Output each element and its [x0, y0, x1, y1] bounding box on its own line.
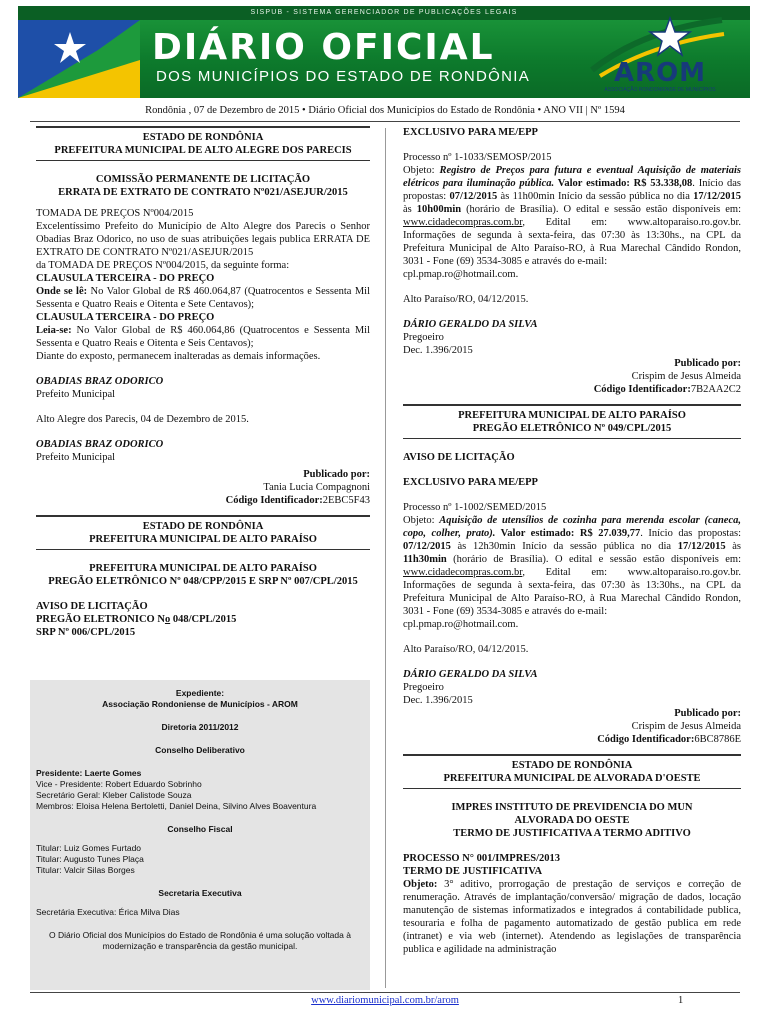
right-column	[403, 126, 741, 956]
footer-rule	[30, 992, 740, 993]
commission-title: COMISSÃO PERMANENTE DE LICITAÇÃO	[95, 174, 311, 185]
cidadecompras-link-2[interactable]: www.cidadecompras.com.br	[403, 567, 523, 578]
pregoeiro-name-2: DÁRIO GERALDO DA SILVA	[403, 669, 538, 680]
cidadecompras-link[interactable]: www.cidadecompras.com.br	[403, 217, 523, 228]
clause-heading-2: CLAUSULA TERCEIRA - DO PREÇO	[36, 312, 215, 323]
masthead-subtitle: DOS MUNICÍPIOS DO ESTADO DE RONDÔNIA	[156, 68, 531, 85]
section-state: ESTADO DE RONDÔNIA	[142, 132, 264, 143]
section-pregao-3: PREGÃO ELETRÔNICO Nº 049/CPL/2015	[472, 423, 672, 434]
errata-form-line: da TOMADA DE PREÇOS Nº004/2015, da seguinte forma:	[36, 260, 290, 271]
date-1: Alto Paraíso/RO, 04/12/2015.	[403, 294, 529, 305]
errata-title: ERRATA DE EXTRATO DE CONTRATO Nº021/ASEJUR/2015	[58, 187, 348, 198]
impres-title: IMPRES INSTITUTO DE PREVIDENCIA DO MUN ALVORADA DO OESTE	[451, 802, 693, 826]
place-date: Alto Alegre dos Parecis, 04 de Dezembro de 2015.	[36, 414, 249, 425]
presidente: Presidente: Laerte Gomes	[36, 768, 142, 778]
object-paragraph-1: Objeto: Registro de Preços para futura e eventual Aquisição de materiais elétricos para iluminação pública. Valor estimado: R$ 53.338,08. Início das propostas: 07/12/2015 às 11h00min Início da sessão pública no dia 17/12/2015 às 10h00min (horário de Brasília). O edital e sessão estão disponíveis em: www.cidadecompras.com.br, Edital em: www.altoparaiso.ro.gov.br. Informações de segunda à sexta-feira, das 07:30 às 13:30hs., na CPL da Prefeitura Municipal de Alto Paraíso-RO, à Rua Marechal Cândido Rondon, 3031 - Fone (69) 3534-3085 e através do e-mail:	[403, 165, 742, 267]
titular-1: Titular: Luiz Gomes Furtado	[36, 843, 142, 853]
process-number-2: Processo nº 1-1002/SEMED/2015	[403, 502, 547, 513]
edition-header: Rondônia , 07 de Dezembro de 2015 • Diário Oficial dos Municípios do Estado de Rondônia • ANO VII | Nº 1594	[145, 105, 625, 116]
titular-3: Titular: Valcir Silas Borges	[36, 865, 135, 875]
signature-name: OBADIAS BRAZ ODORICO	[36, 376, 164, 387]
identifier-code-3: Código Identificador:6BC8786E	[597, 734, 741, 745]
secretario-geral: Secretário Geral: Kleber Calistode Souza	[36, 790, 192, 800]
section-header-alto-paraiso	[36, 515, 370, 550]
section-header-alvorada	[403, 754, 741, 789]
identifier-code-2: Código Identificador:7B2AA2C2	[593, 384, 741, 395]
section-state-2: ESTADO DE RONDÔNIA	[142, 521, 264, 532]
exclusive-label-2: EXCLUSIVO PARA ME/EPP	[403, 477, 538, 488]
column-divider	[385, 128, 386, 988]
conselho-deliberativo: Conselho Deliberativo	[155, 745, 245, 755]
exclusive-label-1: EXCLUSIVO PARA ME/EPP	[403, 127, 538, 138]
secretaria-executiva-name: Secretária Executiva: Érica Milva Dias	[36, 907, 180, 917]
tomada-precos: TOMADA DE PREÇOS Nº004/2015	[36, 208, 194, 219]
section-header-alto-alegre	[36, 126, 370, 161]
masthead-title: DIÁRIO OFICIAL	[152, 27, 495, 68]
masthead-top-strip: SISPUB - SISTEMA GERENCIADOR DE PUBLICAÇÕES LEGAIS	[18, 6, 750, 20]
closing-statement: Diante do exposto, permanecem inalteradas as demais informações.	[36, 351, 321, 362]
pregoeiro-name-1: DÁRIO GERALDO DA SILVA	[403, 319, 538, 330]
date-2: Alto Paraíso/RO, 04/12/2015.	[403, 644, 529, 655]
email-2: cpl.pmap.ro@hotmail.com.	[403, 619, 519, 630]
termo-justificativa: TERMO DE JUSTIFICATIVA	[403, 866, 543, 877]
expediente-box	[30, 680, 370, 990]
published-by-label-2: Publicado por:	[674, 358, 741, 369]
pregao-prefeitura: PREFEITURA MUNICIPAL DE ALTO PARAÍSO	[89, 563, 317, 574]
signature-role: Prefeito Municipal	[36, 389, 116, 400]
membros: Membros: Eloisa Helena Bertoletti, Daniel Deina, Silvino Alves Boaventura	[36, 801, 317, 811]
published-by-label-3: Publicado por:	[674, 708, 741, 719]
identifier-code: Código Identificador:2EBC5F43	[225, 495, 370, 506]
section-prefeitura-2: PREFEITURA MUNICIPAL DE ALTO PARAÍSO	[89, 534, 317, 545]
pregao-title: PREGÃO ELETRÔNICO Nº 048/CPP/2015 E SRP Nº 007/CPL/2015	[48, 576, 358, 587]
secretaria-executiva: Secretaria Executiva	[158, 888, 242, 898]
pregoeiro-role-2: Pregoeiro	[403, 682, 444, 693]
aviso-licitacao: AVISO DE LICITAÇÃO	[36, 601, 148, 612]
decree-2: Dec. 1.396/2015	[403, 695, 473, 706]
diretoria: Diretoria 2011/2012	[161, 722, 239, 732]
decree-1: Dec. 1.396/2015	[403, 345, 473, 356]
footer-link[interactable]: www.diariomunicipal.com.br/arom	[311, 995, 459, 1006]
conselho-fiscal: Conselho Fiscal	[167, 824, 233, 834]
published-by-label: Publicado por:	[303, 469, 370, 480]
srp-number: SRP Nº 006/CPL/2015	[36, 627, 136, 638]
header-rule	[30, 121, 740, 122]
vice-presidente: Vice - Presidente: Robert Eduardo Sobrinho	[36, 779, 202, 789]
rondonia-flag-icon	[18, 20, 140, 98]
signature-name-2: OBADIAS BRAZ ODORICO	[36, 439, 164, 450]
section-state-4: ESTADO DE RONDÔNIA	[511, 760, 633, 771]
errata-paragraph: Excelentíssimo Prefeito do Município de Alto Alegre dos Parecis o Senhor Obadias Braz Odorico, no uso de suas atribuições legais publica ERRATA DE EXTRATO DE CONTRATO Nº021/ASEJUR/2015	[36, 221, 370, 258]
email-1: cpl.pmap.ro@hotmail.com.	[403, 269, 519, 280]
signature-role-2: Prefeito Municipal	[36, 452, 116, 463]
termo-title: TERMO DE JUSTIFICATIVA A TERMO ADITIVO	[453, 828, 691, 839]
clause-heading-1: CLAUSULA TERCEIRA - DO PREÇO	[36, 273, 215, 284]
publisher-name: Tania Lucia Compagnoni	[263, 482, 370, 493]
page-number: 1	[678, 995, 684, 1006]
about-text: O Diário Oficial dos Municípios do Estado de Rondônia é uma solução voltada à modernização e transparência da gestão municipal.	[49, 930, 351, 951]
onde-se-le: Onde se lê: No Valor Global de R$ 460.064,87 (Quatrocentos e Sessenta Mil Sessenta e Quatro Reais e Oitenta e Sete Centavos);	[36, 286, 370, 310]
pregoeiro-role-1: Pregoeiro	[403, 332, 444, 343]
pregao-number: PREGÃO ELETRONICO No 048/CPL/2015	[36, 614, 237, 625]
processo-impres: PROCESSO N° 001/IMPRES/2013	[403, 853, 561, 864]
publisher-name-2: Crispim de Jesus Almeida	[631, 371, 741, 382]
process-number-1: Processo nº 1-1033/SEMOSP/2015	[403, 152, 552, 163]
section-prefeitura: PREFEITURA MUNICIPAL DE ALTO ALEGRE DOS PARECIS	[54, 145, 352, 156]
arom-logo-subtext: ASSOCIAÇÃO RONDONIENSE DE MUNICÍPIOS	[604, 87, 716, 93]
section-prefeitura-4: PREFEITURA MUNICIPAL DE ALVORADA D'OESTE	[443, 773, 701, 784]
aviso-licitacao-2: AVISO DE LICITAÇÃO	[403, 452, 515, 463]
section-prefeitura-3: PREFEITURA MUNICIPAL DE ALTO PARAÍSO	[458, 410, 686, 421]
association-name: Associação Rondoniense de Municípios - AROM	[102, 699, 298, 709]
publisher-name-3: Crispim de Jesus Almeida	[631, 721, 741, 732]
left-column	[36, 126, 370, 639]
object-paragraph-2: Objeto: Aquisição de utensílios de cozinha para merenda escolar (caneca, copo, colher, prato). Valor estimado: R$ 27.039,77. Início das propostas: 07/12/2015 às 12h30min Início da sessão pública no dia 17/12/2015 às 11h30min (horário de Brasília). O edital e sessão estão disponíveis em: www.cidadecompras.com.br, Edital em: www.altoparaiso.ro.gov.br. Informações de segunda à sexta-feira, das 07:30 às 13:30hs., na CPL da Prefeitura Municipal de Alto Paraíso-RO, à Rua Marechal Cândido Rondon, 3031 - Fone (69) 3534-3085 e através do e-mail:	[403, 515, 742, 617]
impres-object: Objeto: 3° aditivo, prorrogação de prestação de serviços e correção de renumeração. Através de implantação/conversão/ migração de dados, locação manutenção de sistemas informatizados e integrados á contabilidade publica, tesouraria e folha de pagamento automatizado de gestão publica em rede (intranet) e via web (internet). Atendendo as legislações de transparência publica e agilidade na administração	[403, 879, 741, 955]
leia-se: Leia-se: No Valor Global de R$ 460.064,86 (Quatrocentos e Sessenta Mil Sessenta e Quatro Reais e Oitenta e Seis Centavos);	[36, 325, 370, 349]
section-header-pregao-049	[403, 404, 741, 439]
titular-2: Titular: Augusto Tunes Plaça	[36, 854, 144, 864]
arom-logo-text: AROM	[613, 58, 707, 88]
expediente-title: Expediente:	[175, 688, 225, 698]
